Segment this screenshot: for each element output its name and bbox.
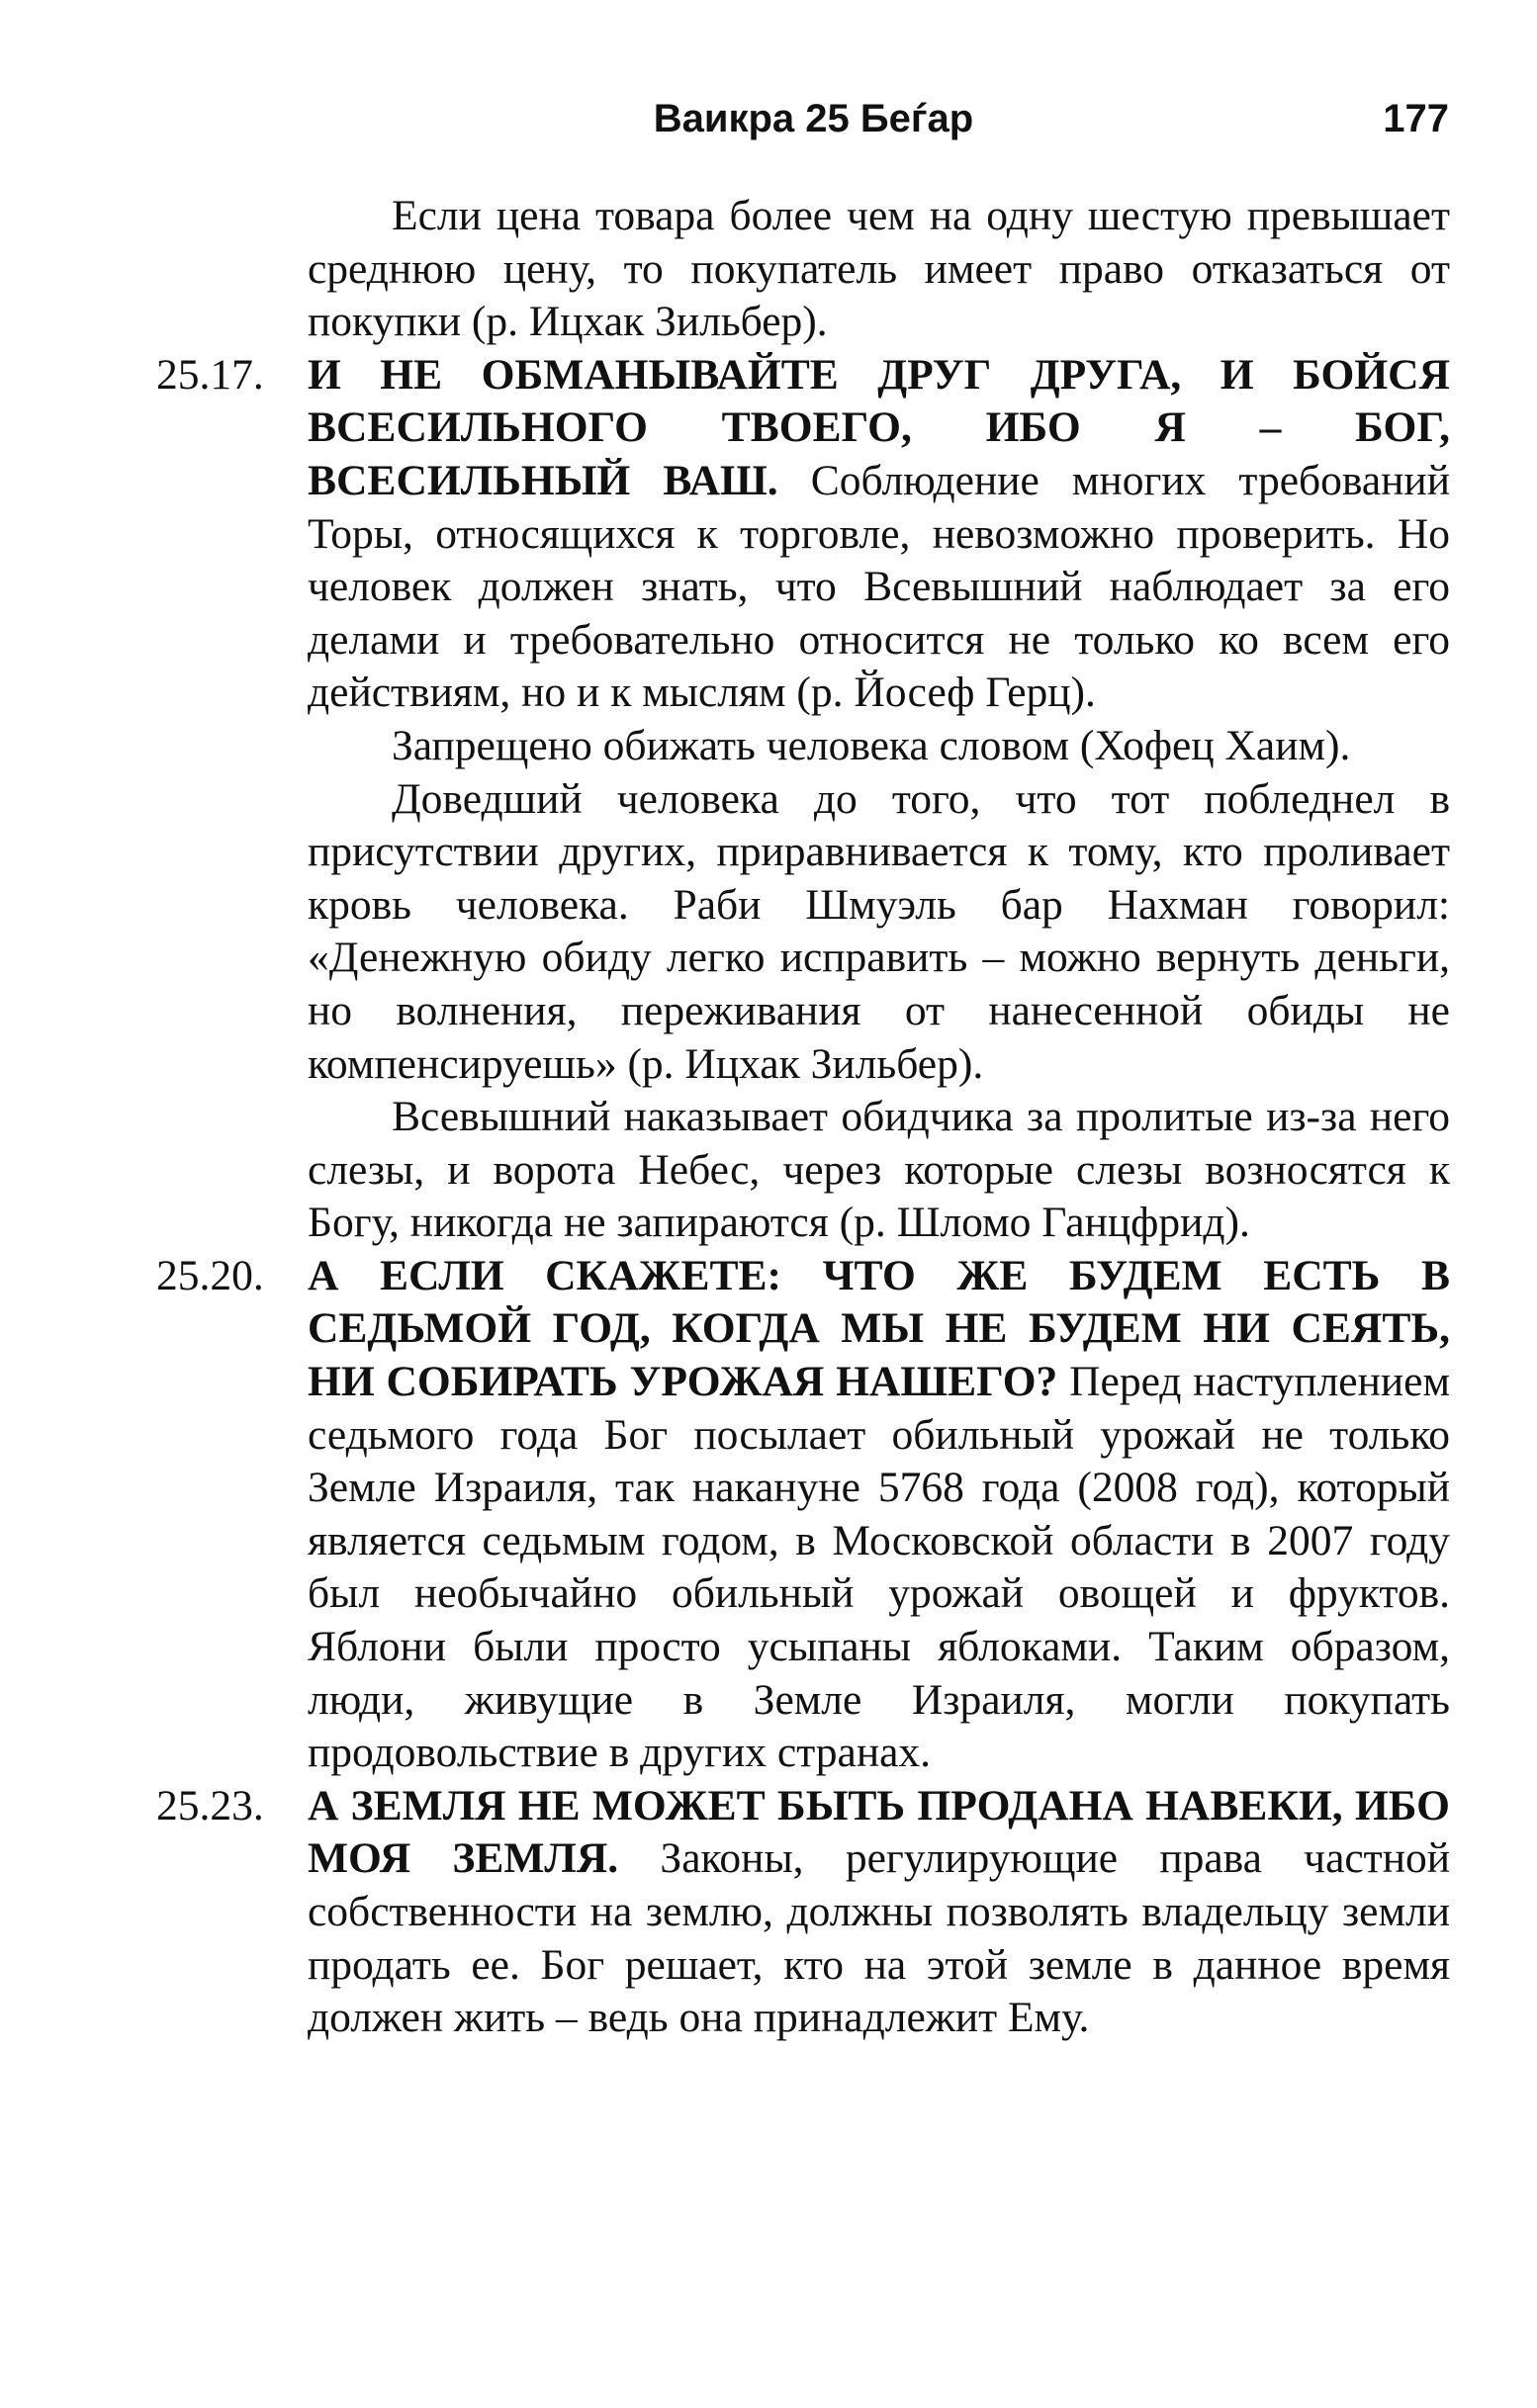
verse-quote: И НЕ ОБМАНЫВАЙТЕ ДРУГ ДРУГА, И БОЙСЯ ВСЕСИЛЬНОГО ТВОЕГО, ИБО Я – БОГ, ВСЕСИЛЬНЫЙ ВАШ. bbox=[308, 350, 1450, 504]
verse-number: 25.17. bbox=[156, 350, 264, 399]
paragraph-text: Запрещено обижать человека словом (Хофец Хаим). bbox=[392, 721, 1351, 769]
paragraph-text: Доведший человека до того, что тот побледнел в присутствии других, приравнивается к тому, кто проливает кровь человека. Раби Шмуэль бар Нахман говорил: «Денежную обиду легко исправить – можно вернуть деньги, но волнения, переживания от нанесенной обиды не компенсируешь» (р. Ицхак Зильбер). bbox=[308, 774, 1450, 1088]
header-title: Ваикра 25 Беѓар bbox=[653, 97, 974, 140]
verse-paragraph bbox=[156, 1780, 1450, 2045]
running-header bbox=[178, 97, 1449, 156]
verse-quote: А ЗЕМЛЯ НЕ МОЖЕТ БЫТЬ ПРОДАНА НАВЕКИ, ИБО МОЯ ЗЕМЛЯ. bbox=[308, 1781, 1450, 1883]
paragraph-text: Если цена товара более чем на одну шестую превышает среднюю цену, то покупатель имеет право отказаться от покупки (р. Ицхак Зильбер). bbox=[308, 192, 1450, 346]
paragraph bbox=[156, 190, 1450, 349]
verse-number: 25.20. bbox=[156, 1251, 264, 1299]
paragraph-text: Всевышний наказывает обидчика за пролитые из-за него слезы, и ворота Небес, через которые слезы возносятся к Богу, никогда не запираются (р. Шломо Ганцфрид). bbox=[308, 1093, 1450, 1247]
paragraph bbox=[156, 1091, 1450, 1250]
paragraph bbox=[156, 720, 1450, 773]
commentary-text: Законы, регулирующие права частной собственности на землю, должны позволять владельцу земли продать ее. Бог решает, кто на этой земле в данное время должен жить – ведь она принадлежит Ему. bbox=[308, 1834, 1450, 2042]
paragraph bbox=[156, 773, 1450, 1092]
verse-quote: А ЕСЛИ СКАЖЕТЕ: ЧТО ЖЕ БУДЕМ ЕСТЬ В СЕДЬМОЙ ГОД, КОГДА МЫ НЕ БУДЕМ НИ СЕЯТЬ, НИ СОБИРАТЬ УРОЖАЯ НАШЕГО? bbox=[308, 1251, 1450, 1406]
commentary-text: Перед наступлением седьмого года Бог посылает обильный урожай не только Земле Израиля, так накануне 5768 года (2008 год), который является седьмым годом, в Московской области в 2007 году был необычайно обильный урожай овощей и фруктов. Яблони были просто усыпаны яблоками. Таким образом, люди, живущие в Земле Израиля, могли покупать продовольствие в других странах. bbox=[308, 1358, 1450, 1777]
page-number: 177 bbox=[1383, 97, 1449, 140]
page-body bbox=[156, 190, 1450, 2045]
commentary-text: Соблюдение многих требований Торы, относящихся к торговле, невозможно проверить. Но человек должен знать, что Всевышний наблюдает за его делами и требовательно относится не только ко всем его действиям, но и к мыслям (р. Йосеф Герц). bbox=[308, 456, 1450, 717]
verse-number: 25.23. bbox=[156, 1781, 264, 1829]
verse-paragraph bbox=[156, 1250, 1450, 1780]
verse-paragraph bbox=[156, 349, 1450, 720]
